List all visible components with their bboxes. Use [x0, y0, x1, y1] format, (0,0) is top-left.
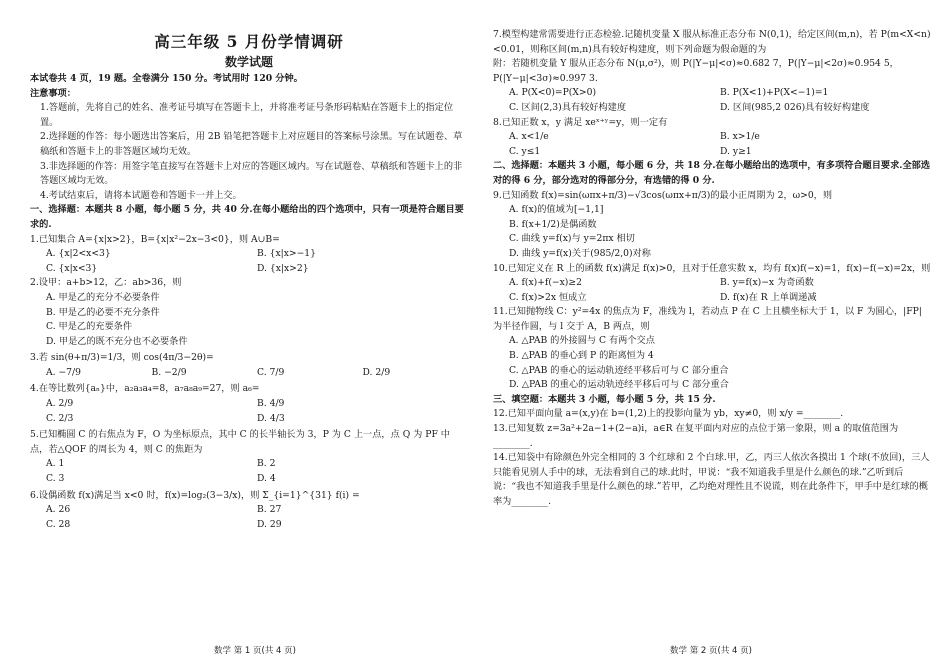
page-subtitle: 数学试题: [224, 55, 273, 69]
q7-options: [493, 86, 931, 115]
q11-option-d: D. △PAB 的重心的运动轨迹经平移后可与 C 部分重合: [509, 379, 729, 391]
q4-option-c: C. 2/3: [46, 412, 74, 424]
q4-options: [30, 397, 468, 426]
q3-stem: 3.若 sin(θ+π/3)=1/3，则 cos(4π/3−2θ)=: [30, 352, 214, 364]
q4-stem: 4.在等比数列{aₙ}中，a₂a₃a₄=8，a₇a₈a₉=27，则 a₆=: [30, 383, 260, 395]
q7-note: 附：若随机变量 Y 服从正态分布 N(μ,σ²)，则 P(|Y−μ|<σ)≈0.682 7，P(|Y−μ|<2σ)≈0.954 5，P(|Y−μ|<3σ)≈0.997 3.: [493, 58, 899, 84]
q8-option-a: A. x<1/e: [509, 131, 549, 143]
q5-option-c: C. 3: [46, 473, 65, 485]
q8-stem: 8.已知正数 x，y 满足 xeˣ⁺ʸ=y，则一定有: [493, 116, 668, 128]
q9-option-b: B. f(x+1/2)是偶函数: [509, 218, 597, 230]
q8-options: [493, 130, 931, 159]
q13-stem: 13.已知复数 z=3a²+2a−1+(2−a)i，a∈R 在复平面内对应的点位于第一象限，则 a 的取值范围为________.: [493, 423, 899, 449]
section-2-heading: 二、选择题：本题共 3 小题，每小题 6 分，共 18 分.在每小题给出的选项中，有多项符合题目要求.全部选对的得 6 分，部分选对的得部分分，有选错的得 0 分.: [493, 160, 931, 186]
q11-option-b: B. △PAB 的垂心到 P 的距离恒为 4: [509, 350, 654, 362]
q1-option-a: A. {x|2<x<3}: [46, 248, 111, 260]
q6-option-b: B. 27: [257, 504, 282, 516]
q1-option-c: C. {x|x<3}: [46, 262, 98, 274]
exam-info: 本试卷共 4 页，19 题。全卷满分 150 分。考试用时 120 分钟。: [30, 73, 303, 84]
notes-title: 注意事项：: [30, 87, 76, 99]
q11-option-c: C. △PAB 的垂心的运动轨迹经平移后可与 C 部分重合: [509, 364, 729, 376]
q3-option-b: B. −2/9: [151, 366, 187, 378]
q10-option-d: D. f(x)在 R 上单调递减: [720, 291, 817, 303]
q10-option-a: A. f(x)+f(−x)≥2: [509, 277, 582, 289]
page-title: 高三年级 5 月份学情调研: [154, 32, 344, 51]
q5-option-a: A. 1: [46, 458, 65, 470]
q9-stem: 9.已知函数 f(x)=sin(ωπx+π/3)−√3cos(ωπx+π/3)的最小正周期为 2，ω>0，则: [493, 189, 833, 201]
q1-options: [30, 247, 468, 276]
section-1-heading: 一、选择题：本题共 8 小题，每小题 5 分，共 40 分.在每小题给出的四个选项中，只有一项是符合题目要求的.: [30, 204, 464, 230]
q2-stem: 2.设甲：a+b>12，乙：ab>36，则: [30, 277, 182, 289]
q3-option-c: C. 7/9: [257, 366, 285, 378]
q2-option-c: C. 甲是乙的充要条件: [46, 321, 133, 333]
q7-option-d: D. 区间(985,2 026)具有较好构建度: [720, 101, 870, 113]
q5-stem: 5.已知椭圆 C 的右焦点为 F，O 为坐标原点，其中 C 的长半轴长为 3，P 为 C 上一点，点 Q 为 PF 中点，若△QOF 的周长为 4，则 C 的焦距为: [30, 429, 450, 455]
q6-option-c: C. 28: [46, 518, 71, 530]
q8-option-d: D. y≥1: [720, 145, 752, 157]
q4-option-d: D. 4/3: [257, 412, 285, 424]
q9-option-d: D. 曲线 y=f(x)关于(985/2,0)对称: [509, 247, 651, 259]
page-1-column: [30, 28, 468, 532]
q10-option-c: C. f(x)>2x 恒成立: [509, 291, 587, 303]
q3-option-a: A. −7/9: [46, 366, 81, 378]
page-1-footer: 数学 第 1 页(共 4 页): [214, 646, 296, 656]
note-4: 4.考试结束后，请将本试题卷和答题卡一并上交。: [40, 189, 242, 201]
q2-option-b: B. 甲是乙的必要不充分条件: [46, 306, 160, 318]
q5-options: [30, 457, 468, 486]
q4-option-b: B. 4/9: [257, 398, 285, 410]
note-1: 1.答题前，先将自己的姓名、准考证号填写在答题卡上，并将准考证号条形码粘贴在答题卡上的指定位置。: [40, 102, 454, 128]
q3-option-d: D. 2/9: [362, 366, 391, 378]
q5-option-d: D. 4: [257, 473, 276, 485]
q4-option-a: A. 2/9: [46, 398, 74, 410]
q3-options: [30, 366, 468, 381]
q6-stem: 6.设偶函数 f(x)满足当 x<0 时，f(x)=log₂(3−3/x)，则 Σ_{i=1}^{31} f(i) =: [30, 489, 360, 501]
q10-stem: 10.已知定义在 R 上的函数 f(x)满足 f(x)>0，且对于任意实数 x，均有 f(x)f(−x)=1，f(x)−f(−x)=2x，则: [493, 262, 931, 274]
q10-option-b: B. y=f(x)−x 为奇函数: [720, 277, 814, 289]
q12-stem: 12.已知平面向量 a=(x,y)在 b=(1,2)上的投影向量为 yb，xy≠0，则 x/y =________.: [493, 408, 844, 420]
q1-option-d: D. {x|x>2}: [257, 262, 309, 274]
q5-option-b: B. 2: [257, 458, 276, 470]
q1-stem: 1.已知集合 A={x|x>2}，B={x|x²−2x−3<0}，则 A∪B=: [30, 233, 280, 245]
page-2-column: [493, 28, 931, 510]
q9-option-a: A. f(x)的值域为[−1,1]: [509, 204, 604, 216]
q6-options: [30, 503, 468, 532]
note-2: 2.选择题的作答：每小题选出答案后，用 2B 铅笔把答题卡上对应题目的答案标号涂黑。写在试题卷、草稿纸和答题卡上的非答题区域均无效。: [40, 131, 463, 157]
q11-stem: 11.已知抛物线 C：y²=4x 的焦点为 F，准线为 l，若动点 P 在 C 上且横坐标大于 1，以 F 为圆心，|FP|为半径作圆，与 l 交于 A，B 两点，则: [493, 306, 922, 332]
note-3: 3.非选择题的作答：用签字笔直接写在答题卡上对应的答题区域内。写在试题卷、草稿纸和答题卡上的非答题区域均无效。: [40, 160, 463, 187]
q7-stem: 7.模型构建常需要进行正态检验.记随机变量 X 服从标准正态分布 N(0,1)，给定区间(m,n)，若 P(m<X<n)<0.01，则称区间(m,n)具有较好构建度，则下列命题为假命题的为: [493, 29, 931, 55]
q7-option-c: C. 区间(2,3)具有较好构建度: [509, 101, 627, 113]
q8-option-c: C. y≤1: [509, 145, 541, 157]
q9-option-c: C. 曲线 y=f(x)与 y=2πx 相切: [509, 233, 635, 245]
q6-option-d: D. 29: [257, 518, 282, 530]
q11-option-a: A. △PAB 的外接圆与 C 有两个交点: [509, 335, 655, 347]
q2-option-d: D. 甲是乙的既不充分也不必要条件: [46, 335, 188, 347]
q14-stem: 14.已知袋中有除颜色外完全相同的 3 个红球和 2 个白球.甲，乙，丙三人依次各摸出 1 个球(不放回)，三人只能看见别人手中的球，无法看到自己的球.此时，甲说：“我不知道我手里是什么颜色的球.”乙听到后说：“我也不知道我手里是什么颜色的球.”若甲，乙均绝对理性且不说谎，则在此条件下，甲手中是红球的概率为________.: [493, 452, 930, 507]
q8-option-b: B. x>1/e: [720, 131, 760, 143]
page-2-footer: 数学 第 2 页(共 4 页): [670, 646, 752, 656]
q7-option-b: B. P(X<1)+P(X<−1)=1: [720, 87, 829, 99]
q7-option-a: A. P(X<0)=P(X>0): [509, 87, 597, 99]
q1-option-b: B. {x|x>−1}: [257, 248, 316, 260]
q10-options: [493, 276, 931, 305]
q6-option-a: A. 26: [46, 504, 71, 516]
q2-option-a: A. 甲是乙的充分不必要条件: [46, 291, 160, 303]
section-3-heading: 三、填空题：本题共 3 小题，每小题 5 分，共 15 分.: [493, 393, 716, 405]
